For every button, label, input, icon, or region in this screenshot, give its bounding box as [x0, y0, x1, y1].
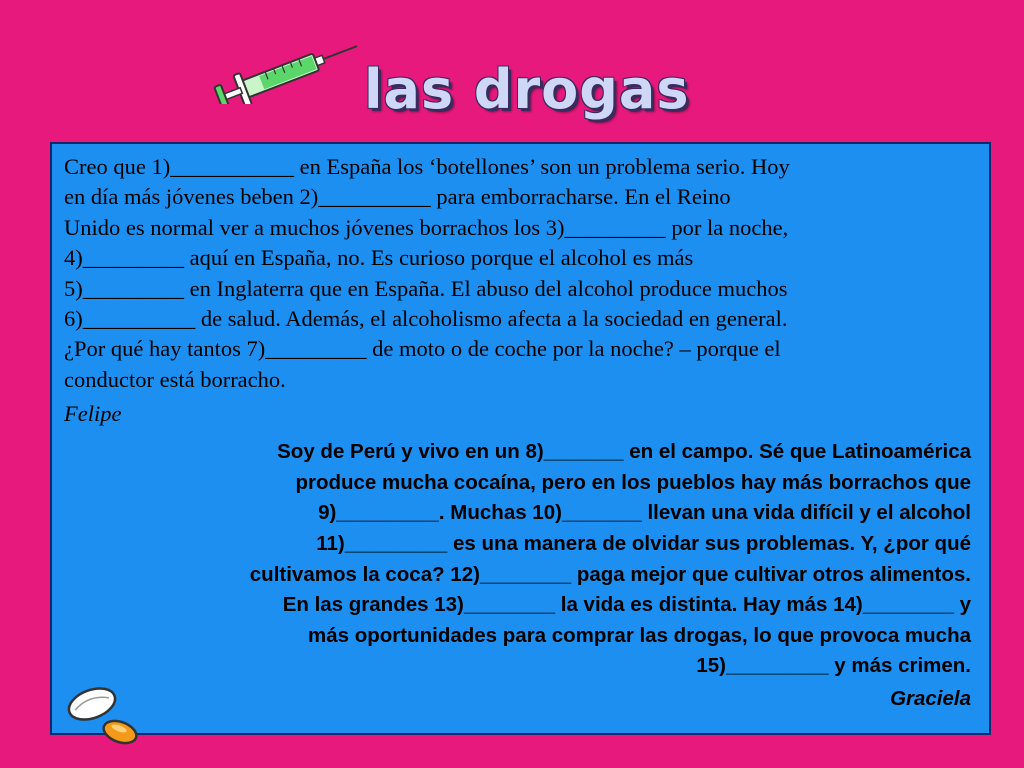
paragraph-graciela: [64, 437, 971, 682]
paragraph-line: 11)_________ es una manera de olvidar sus problemas. Y, ¿por qué: [316, 532, 971, 556]
paragraph-felipe: [64, 152, 971, 395]
text-panel: [50, 142, 991, 735]
page-title: las drogas: [364, 58, 690, 121]
syringe-icon: [212, 42, 362, 104]
paragraph-line: ¿Por qué hay tantos 7)_________ de moto o de coche por la noche? – porque el: [64, 336, 781, 362]
paragraph-line: 5)_________ en Inglaterra que en España. El abuso del alcohol produce muchos: [64, 275, 788, 301]
paragraph-line: conductor está borracho.: [64, 366, 286, 392]
pills-icon: [66, 682, 148, 754]
signature-graciela: Graciela: [890, 687, 971, 710]
paragraph-line: 15)_________ y más crimen.: [696, 654, 971, 678]
paragraph-line: 9)_________. Muchas 10)_______ llevan una vida difícil y el alcohol: [318, 501, 971, 525]
signature-felipe: Felipe: [64, 401, 122, 427]
paragraph-line: 4)_________ aquí en España, no. Es curioso porque el alcohol es más: [64, 245, 694, 271]
paragraph-line: más oportunidades para comprar las drogas, lo que provoca mucha: [307, 623, 971, 647]
paragraph-line: en día más jóvenes beben 2)__________ para emborracharse. En el Reino: [64, 184, 731, 210]
paragraph-line: Soy de Perú y vivo en un 8)_______ en el campo. Sé que Latinoamérica: [277, 440, 971, 464]
paragraph-line: produce mucha cocaína, pero en los pueblos hay más borrachos que: [295, 470, 971, 494]
paragraph-line: En las grandes 13)________ la vida es distinta. Hay más 14)________ y: [282, 593, 971, 617]
paragraph-line: Creo que 1)___________ en España los ‘botellones’ son un problema serio. Hoy: [64, 154, 790, 179]
paragraph-line: 6)__________ de salud. Además, el alcoholismo afecta a la sociedad en general.: [64, 306, 788, 332]
paragraph-line: cultivamos la coca? 12)________ paga mejor que cultivar otros alimentos.: [249, 562, 971, 586]
paragraph-line: Unido es normal ver a muchos jóvenes borrachos los 3)_________ por la noche,: [64, 214, 789, 240]
